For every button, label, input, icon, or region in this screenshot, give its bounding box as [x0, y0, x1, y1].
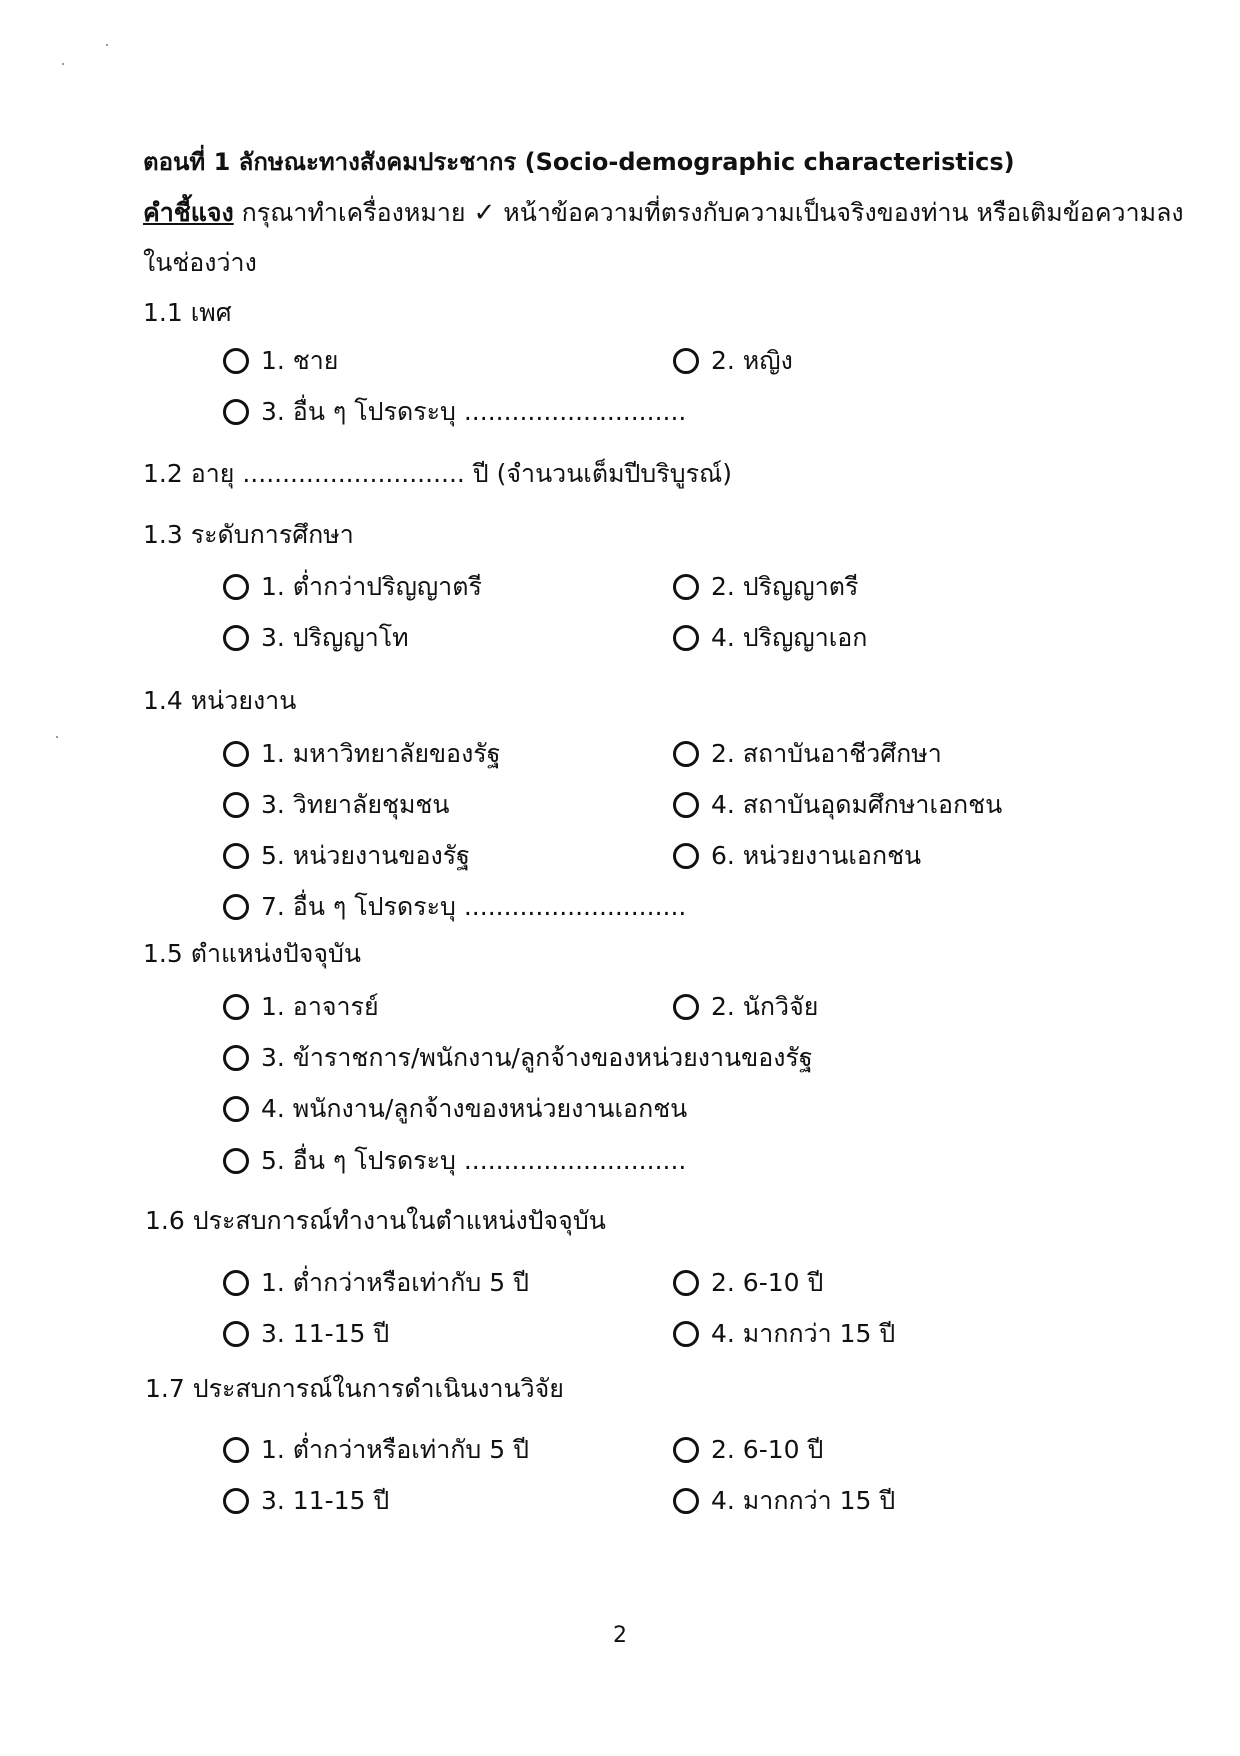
- option-1-6-4[interactable]: [673, 1314, 895, 1354]
- page-number: 2: [613, 1623, 627, 1648]
- question-1-2-age: 1.2 อายุ ............................ ปี (จำนวนเต็มปีบริบูรณ์): [143, 459, 732, 488]
- instruction-text-post: หน้าข้อความที่ตรงกับความเป็นจริงของท่าน หรือเติมข้อความลง: [503, 198, 1184, 227]
- option-label: 2. 6-10 ปี: [711, 1435, 824, 1464]
- radio-circle-icon[interactable]: [223, 348, 249, 374]
- option-label: 2. หญิง: [711, 346, 793, 375]
- option-1-5-3[interactable]: [223, 1038, 813, 1078]
- option-label: 4. พนักงาน/ลูกจ้างของหน่วยงานเอกชน: [261, 1094, 688, 1123]
- option-label: 3. ปริญญาโท: [261, 623, 409, 652]
- radio-circle-icon[interactable]: [223, 741, 249, 767]
- question-1-4-title: 1.4 หน่วยงาน: [143, 686, 297, 715]
- option-1-3-2[interactable]: [673, 567, 858, 607]
- option-label: 1. มหาวิทยาลัยของรัฐ: [261, 739, 501, 768]
- radio-circle-icon[interactable]: [223, 843, 249, 869]
- option-label: 1. ต่ำกว่าปริญญาตรี: [261, 572, 482, 601]
- option-1-6-2[interactable]: [673, 1263, 823, 1303]
- option-label: 7. อื่น ๆ โปรดระบุ ............................: [261, 892, 687, 921]
- option-1-5-1[interactable]: [223, 987, 379, 1027]
- radio-circle-icon[interactable]: [223, 1321, 249, 1347]
- scan-speck: [62, 63, 64, 65]
- option-label: 4. สถาบันอุดมศึกษาเอกชน: [711, 790, 1003, 819]
- radio-circle-icon[interactable]: [673, 1270, 699, 1296]
- radio-circle-icon[interactable]: [673, 1321, 699, 1347]
- option-1-3-1[interactable]: [223, 567, 482, 607]
- section-title: ตอนที่ 1 ลักษณะทางสังคมประชากร (Socio-demographic characteristics): [143, 148, 1015, 176]
- radio-circle-icon[interactable]: [673, 348, 699, 374]
- option-1-3-3[interactable]: [223, 618, 409, 658]
- radio-circle-icon[interactable]: [223, 1045, 249, 1071]
- option-label: 5. อื่น ๆ โปรดระบุ ............................: [261, 1146, 687, 1175]
- option-1-1-2[interactable]: [673, 341, 793, 381]
- scan-speck: [56, 736, 58, 738]
- option-label: 4. มากกว่า 15 ปี: [711, 1486, 896, 1515]
- instruction-line-2: ในช่องว่าง: [143, 248, 257, 277]
- radio-circle-icon[interactable]: [673, 843, 699, 869]
- option-1-4-4[interactable]: [673, 785, 1002, 825]
- option-label: 1. ต่ำกว่าหรือเท่ากับ 5 ปี: [261, 1435, 529, 1464]
- radio-circle-icon[interactable]: [223, 1148, 249, 1174]
- radio-circle-icon[interactable]: [223, 1096, 249, 1122]
- option-label: 3. 11-15 ปี: [261, 1486, 390, 1515]
- radio-circle-icon[interactable]: [673, 741, 699, 767]
- question-1-3-title: 1.3 ระดับการศึกษา: [143, 520, 354, 549]
- radio-circle-icon[interactable]: [673, 574, 699, 600]
- radio-circle-icon[interactable]: [223, 1270, 249, 1296]
- radio-circle-icon[interactable]: [673, 625, 699, 651]
- option-label: 4. มากกว่า 15 ปี: [711, 1319, 896, 1348]
- question-1-6-title: 1.6 ประสบการณ์ทำงานในตำแหน่งปัจจุบัน: [145, 1206, 606, 1235]
- option-1-5-5[interactable]: [223, 1141, 686, 1181]
- radio-circle-icon[interactable]: [223, 1437, 249, 1463]
- option-label: 3. วิทยาลัยชุมชน: [261, 790, 450, 819]
- option-1-7-4[interactable]: [673, 1481, 895, 1521]
- option-1-5-4[interactable]: [223, 1089, 687, 1129]
- option-1-5-2[interactable]: [673, 987, 818, 1027]
- option-label: 3. อื่น ๆ โปรดระบุ ............................: [261, 397, 687, 426]
- radio-circle-icon[interactable]: [223, 894, 249, 920]
- option-label: 2. นักวิจัย: [711, 992, 819, 1021]
- radio-circle-icon[interactable]: [223, 574, 249, 600]
- radio-circle-icon[interactable]: [223, 994, 249, 1020]
- option-1-4-2[interactable]: [673, 734, 942, 774]
- option-1-4-3[interactable]: [223, 785, 449, 825]
- radio-circle-icon[interactable]: [223, 399, 249, 425]
- option-1-4-1[interactable]: [223, 734, 501, 774]
- option-label: 3. ข้าราชการ/พนักงาน/ลูกจ้างของหน่วยงานของรัฐ: [261, 1043, 813, 1072]
- question-1-5-title: 1.5 ตำแหน่งปัจจุบัน: [143, 939, 361, 968]
- radio-circle-icon[interactable]: [673, 792, 699, 818]
- option-label: 4. ปริญญาเอก: [711, 623, 868, 652]
- option-label: 1. ต่ำกว่าหรือเท่ากับ 5 ปี: [261, 1268, 529, 1297]
- scan-speck: [106, 44, 108, 46]
- radio-circle-icon[interactable]: [223, 792, 249, 818]
- question-1-7-title: 1.7 ประสบการณ์ในการดำเนินงานวิจัย: [145, 1374, 564, 1403]
- option-1-4-5[interactable]: [223, 836, 470, 876]
- option-label: 6. หน่วยงานเอกชน: [711, 841, 922, 870]
- radio-circle-icon[interactable]: [223, 1488, 249, 1514]
- option-label: 3. 11-15 ปี: [261, 1319, 390, 1348]
- instruction-label: คำชี้แจง: [143, 198, 234, 227]
- option-1-6-1[interactable]: [223, 1263, 529, 1303]
- option-label: 2. ปริญญาตรี: [711, 572, 859, 601]
- option-label: 2. 6-10 ปี: [711, 1268, 824, 1297]
- option-1-4-7[interactable]: [223, 887, 686, 927]
- option-label: 1. อาจารย์: [261, 992, 379, 1021]
- question-1-1-title: 1.1 เพศ: [143, 298, 232, 327]
- option-1-7-2[interactable]: [673, 1430, 823, 1470]
- option-1-7-1[interactable]: [223, 1430, 529, 1470]
- option-1-3-4[interactable]: [673, 618, 867, 658]
- option-1-4-6[interactable]: [673, 836, 921, 876]
- option-label: 2. สถาบันอาชีวศึกษา: [711, 739, 942, 768]
- instruction-text-pre: กรุณาทำเครื่องหมาย: [241, 198, 466, 227]
- instruction-line: [143, 196, 1184, 230]
- option-1-6-3[interactable]: [223, 1314, 389, 1354]
- radio-circle-icon[interactable]: [673, 1488, 699, 1514]
- checkmark-icon: ✓: [473, 198, 496, 228]
- option-1-7-3[interactable]: [223, 1481, 389, 1521]
- option-1-1-1[interactable]: [223, 341, 338, 381]
- option-1-1-3[interactable]: [223, 392, 686, 432]
- option-label: 1. ชาย: [261, 346, 339, 375]
- radio-circle-icon[interactable]: [673, 994, 699, 1020]
- radio-circle-icon[interactable]: [673, 1437, 699, 1463]
- radio-circle-icon[interactable]: [223, 625, 249, 651]
- option-label: 5. หน่วยงานของรัฐ: [261, 841, 470, 870]
